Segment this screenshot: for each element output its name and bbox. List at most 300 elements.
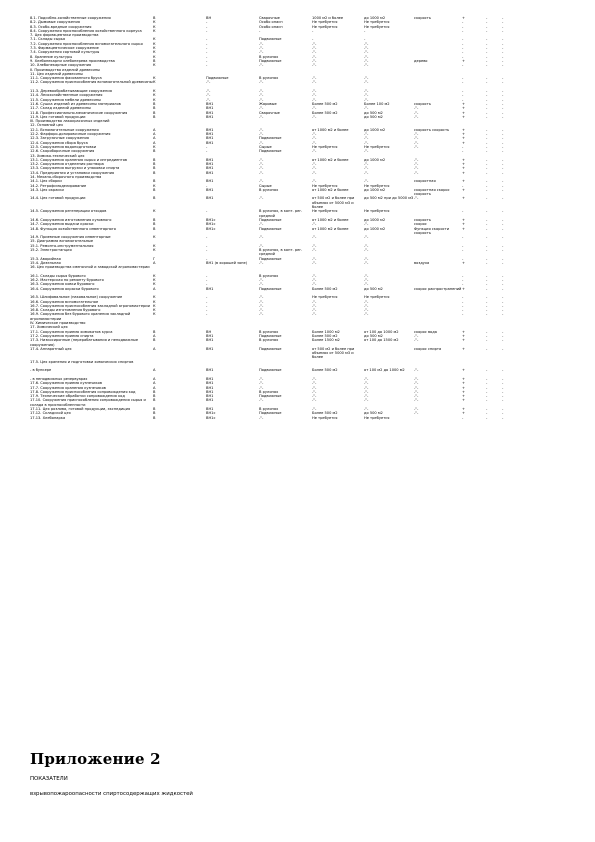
row-zone-class: -"- <box>259 196 264 201</box>
row-flag-b: - <box>486 260 488 265</box>
row-fire-class: ВН1 <box>206 166 214 171</box>
row-fire-class: ВН1 <box>206 140 214 145</box>
row-condition: -"- <box>414 407 419 412</box>
row-zone-class: В рулонах <box>259 407 279 412</box>
row-name: 16.9. Сооружения без бурового хранения закладной агрономастерии <box>30 312 131 321</box>
table-row <box>30 347 570 360</box>
row-area-limit: -"- <box>312 114 317 119</box>
row-category: В <box>153 222 156 227</box>
row-area-limit: -"- <box>312 50 317 55</box>
table-row <box>30 360 570 369</box>
row-fire-class: - <box>206 37 208 42</box>
row-flag-a: + <box>462 346 466 351</box>
row-zone-class: -"- <box>259 127 264 132</box>
row-zone-class: В рулонах <box>259 338 279 343</box>
row-zone-class: Подвижные <box>259 37 282 42</box>
row-name: 12.6. Скороборочные сооружения <box>30 149 95 154</box>
row-category: А <box>153 346 156 351</box>
row-name: III. Производство лакокрасочных изделий <box>30 119 110 124</box>
row-area-limit: -"- <box>312 76 317 81</box>
row-lower-limit: -"- <box>364 222 369 227</box>
table-row <box>30 265 570 274</box>
row-flag-a: + <box>462 368 466 373</box>
row-flag-c: - <box>502 89 504 94</box>
row-flag-a: + <box>462 166 466 171</box>
row-condition: -"- <box>414 157 419 162</box>
row-zone-class: - <box>259 28 261 33</box>
row-name: 17.9. Технические обработки сопровождения код <box>30 394 125 399</box>
row-name: 17. Химический цех <box>30 325 68 330</box>
hazard-classification-table <box>30 16 570 420</box>
row-flag-b: - <box>486 407 488 412</box>
row-zone-class: -"- <box>259 106 264 111</box>
row-flag-b: - <box>486 217 488 222</box>
row-category: К <box>153 97 156 102</box>
row-category: К <box>153 93 156 98</box>
row-area-limit: от 500 м2 и более при объемах от 5000 м3 и более <box>312 196 355 210</box>
row-area-limit: от 500 м2 и более при объемах от 5000 м3 и более <box>312 346 355 360</box>
row-flag-b: - <box>486 162 488 167</box>
row-category: А <box>153 376 156 381</box>
row-flag-b: - <box>486 110 488 115</box>
row-category: А <box>153 368 156 373</box>
row-flag-a: + <box>462 389 466 394</box>
row-flag-a: + <box>462 222 466 227</box>
row-condition: -"- <box>414 398 419 403</box>
row-flag-a: + <box>462 101 466 106</box>
row-flag-c: - <box>502 278 504 283</box>
row-flag-c: - <box>502 93 504 98</box>
row-category: В <box>153 217 156 222</box>
row-flag-c: - <box>502 312 504 317</box>
row-category: В <box>153 196 156 201</box>
row-fire-class: - <box>206 303 208 308</box>
row-category: В <box>153 338 156 343</box>
row-flag-c: - <box>502 54 504 59</box>
row-lower-limit: -"- <box>364 93 369 98</box>
row-name: 17.13. Хлебопарка <box>30 415 66 420</box>
row-name: 15.4. Дизельная <box>30 260 61 265</box>
row-flag-c: - <box>502 144 504 149</box>
row-flag-a: - <box>462 37 464 42</box>
row-condition: -"- <box>414 140 419 145</box>
row-flag-c: - <box>502 97 504 102</box>
row-name: 17.4. Аппаратный цех <box>30 346 72 351</box>
row-lower-limit: -"- <box>364 273 369 278</box>
row-flag-a: - <box>462 97 464 102</box>
row-name: 13. Химико-технический цех <box>30 153 85 158</box>
row-flag-a: - <box>462 54 464 59</box>
row-category: А <box>153 333 156 338</box>
row-flag-b: - <box>486 376 488 381</box>
row-condition: скорос распространений <box>414 286 462 291</box>
row-flag-a: - <box>462 20 464 25</box>
row-flag-b: - <box>486 411 488 416</box>
row-flag-a: + <box>462 114 466 119</box>
row-flag-c: - <box>502 28 504 33</box>
row-area-limit: Не требуется <box>312 415 338 420</box>
row-zone-class: -"- <box>259 308 264 313</box>
row-area-limit: -"- <box>312 80 317 85</box>
row-lower-limit: -"- <box>364 407 369 412</box>
row-zone-class: -"- <box>259 114 264 119</box>
row-condition: скорос <box>414 222 427 227</box>
row-condition: -"- <box>414 106 419 111</box>
row-flag-c: - <box>502 20 504 25</box>
row-flag-a: - <box>462 235 464 240</box>
row-area-limit: -"- <box>312 58 317 63</box>
row-condition: -"- <box>414 368 419 373</box>
row-area-limit: -"- <box>312 89 317 94</box>
row-area-limit: -"- <box>312 273 317 278</box>
row-flag-c: - <box>502 149 504 154</box>
row-fire-class: ВН1 <box>206 196 214 201</box>
row-zone-class: В рулонах <box>259 273 279 278</box>
row-lower-limit: до 1000 м2 <box>364 157 386 162</box>
row-zone-class: Сырые <box>259 144 272 149</box>
row-fire-class: ВН1 <box>206 286 214 291</box>
row-flag-a: + <box>462 162 466 167</box>
row-area-limit: -"- <box>312 385 317 390</box>
row-flag-a: + <box>462 58 466 63</box>
row-fire-class: - <box>206 41 208 46</box>
row-flag-c: - <box>502 346 504 351</box>
row-flag-a: + <box>462 187 466 192</box>
row-fire-class: ВН1 <box>206 398 214 403</box>
row-name: 8. Хранение культуры <box>30 54 73 59</box>
row-name: 7.3. Фармацевтическое сооружение <box>30 46 99 51</box>
row-zone-class: -"- <box>259 93 264 98</box>
row-zone-class: -"- <box>259 170 264 175</box>
row-flag-a: + <box>462 16 466 20</box>
row-flag-c: - <box>502 37 504 42</box>
row-fire-class: Подвижные <box>206 76 229 81</box>
row-flag-c: - <box>502 389 504 394</box>
row-flag-c: - <box>502 140 504 145</box>
row-area-limit: Не требуется <box>312 20 338 25</box>
row-category: В <box>153 106 156 111</box>
row-category: К <box>153 24 156 29</box>
caption-title: ПОКАЗАТЕЛИ <box>30 776 68 782</box>
row-flag-c: - <box>502 170 504 175</box>
row-name: 16.2. Мастерская по ремонту бурового <box>30 278 104 283</box>
row-zone-class: -"- <box>259 41 264 46</box>
row-flag-b: - <box>486 46 488 51</box>
row-flag-c: - <box>502 183 504 188</box>
row-flag-c: - <box>502 286 504 291</box>
row-area-limit: Не требуется <box>312 183 338 188</box>
row-category: К <box>153 144 156 149</box>
row-zone-class: -"- <box>259 260 264 265</box>
row-flag-b: - <box>486 149 488 154</box>
row-condition: -"- <box>414 110 419 115</box>
row-area-limit: -"- <box>312 308 317 313</box>
row-flag-b: - <box>486 196 488 201</box>
row-area-limit: Более 500 м2 <box>312 110 338 115</box>
row-fire-class: ВН1 <box>206 346 214 351</box>
row-fire-class: ВН1 <box>206 162 214 167</box>
row-flag-a: - <box>462 308 464 313</box>
row-flag-c: - <box>502 132 504 137</box>
row-zone-class: -"- <box>259 415 264 420</box>
row-flag-b: - <box>486 385 488 390</box>
row-area-limit: -"- <box>312 235 317 240</box>
table-row <box>30 312 570 321</box>
row-zone-class: В рулонах <box>259 187 279 192</box>
row-area-limit: -"- <box>312 389 317 394</box>
row-lower-limit: -"- <box>364 385 369 390</box>
table-row <box>30 248 570 257</box>
row-flag-c: - <box>502 24 504 29</box>
row-name: 16.8. Склады изготовления бурового <box>30 308 101 313</box>
row-area-limit: -"- <box>312 170 317 175</box>
row-flag-a: + <box>462 170 466 175</box>
row-flag-a: + <box>462 196 466 201</box>
row-fire-class: ВН1 <box>206 106 214 111</box>
row-flag-a: - <box>462 248 464 253</box>
row-name: 14.3. Цех окраски <box>30 187 64 192</box>
row-area-limit: -"- <box>312 248 317 253</box>
row-zone-class: -"- <box>259 179 264 184</box>
row-zone-class: -"- <box>259 46 264 51</box>
row-name: 17.7. Сооружения хранения кузнечиков <box>30 385 106 390</box>
row-category: К <box>153 20 156 25</box>
row-area-limit: -"- <box>312 312 317 317</box>
row-fire-class: ВН1 <box>206 389 214 394</box>
row-name: 17.1. Сооружения приема химикатов курса <box>30 329 113 334</box>
row-name: 16.5. Шлифовальное (наковальное) сооружение <box>30 295 123 300</box>
row-fire-class: ВН1 <box>206 110 214 115</box>
row-area-limit: -"- <box>312 398 317 403</box>
row-lower-limit: -"- <box>364 260 369 265</box>
row-category: К <box>153 54 156 59</box>
row-flag-b: - <box>486 114 488 119</box>
row-category: К <box>153 37 156 42</box>
row-flag-b: - <box>486 166 488 171</box>
row-flag-c: - <box>502 415 504 420</box>
appendix-heading: Приложение 2 <box>30 750 161 768</box>
row-lower-limit: -"- <box>364 89 369 94</box>
row-name: 11.1. Сооружения фасованного бруса <box>30 76 102 81</box>
row-category: В <box>153 398 156 403</box>
row-name: 14.4. Цех готовой продукции <box>30 196 86 201</box>
row-fire-class: ВН1с <box>206 217 216 222</box>
row-name: 11.3. Деревообрабатывающие сооружения <box>30 89 112 94</box>
row-condition: -"- <box>414 394 419 399</box>
row-zone-class: -"- <box>259 140 264 145</box>
row-category: А <box>153 140 156 145</box>
row-flag-a: + <box>462 179 466 184</box>
row-flag-b: - <box>486 299 488 304</box>
row-lower-limit: Не требуется <box>364 24 390 29</box>
row-category: А <box>153 286 156 291</box>
row-area-limit: Более 500 м2 <box>312 286 338 291</box>
row-category: К <box>153 295 156 300</box>
row-name: 15. Диаграмма вспомогательные <box>30 239 94 244</box>
row-condition: скоростная скорос скорость <box>414 187 450 197</box>
row-flag-a: - <box>462 144 464 149</box>
row-name: 14.1. Цех сборки <box>30 179 62 184</box>
row-fire-class: ВН1 <box>206 368 214 373</box>
row-name: IV. Химическое производство <box>30 321 86 326</box>
row-name: 17.3. Низкосиропные (перерабатывания и неподвижные сооружения) <box>30 338 139 347</box>
row-flag-b: - <box>486 140 488 145</box>
row-condition: скорость <box>414 101 432 106</box>
row-flag-b: - <box>486 97 488 102</box>
row-condition: -"- <box>414 136 419 141</box>
row-zone-class: Подвижные <box>259 394 282 399</box>
row-fire-class: ВН <box>206 16 212 20</box>
row-flag-a: - <box>462 149 464 154</box>
row-area-limit: -"- <box>312 63 317 68</box>
row-fire-class: -"- <box>206 80 211 85</box>
row-lower-limit: -"- <box>364 54 369 59</box>
row-flag-b: - <box>486 389 488 394</box>
row-flag-c: - <box>502 101 504 106</box>
row-flag-b: - <box>486 368 488 373</box>
row-zone-class: -"- <box>259 157 264 162</box>
row-flag-b: - <box>486 106 488 111</box>
row-fire-class: - <box>206 24 208 29</box>
row-area-limit: Более 500 м2 <box>312 368 338 373</box>
row-flag-c: - <box>502 157 504 162</box>
row-lower-limit: до 500 м2 <box>364 333 383 338</box>
row-name: 16.6. Сооружения вспомогательное <box>30 299 99 304</box>
row-fire-class: ВН1 <box>206 179 214 184</box>
table-row <box>30 416 570 420</box>
row-area-limit: -"- <box>312 303 317 308</box>
row-area-limit: -"- <box>312 260 317 265</box>
row-fire-class: - <box>206 282 208 287</box>
row-zone-class: -"- <box>259 282 264 287</box>
row-zone-class: -"- <box>259 50 264 55</box>
row-category: В <box>153 226 156 231</box>
row-flag-b: - <box>486 308 488 313</box>
row-name: 11.2. Сооружения приспособления вспомогательной древесины <box>30 80 153 85</box>
row-lower-limit: -"- <box>364 303 369 308</box>
row-flag-c: - <box>502 58 504 63</box>
row-area-limit: от 1000 м2 и более <box>312 187 349 192</box>
row-category: В <box>153 101 156 106</box>
row-flag-c: - <box>502 368 504 373</box>
row-flag-b: - <box>486 54 488 59</box>
row-area-limit: -"- <box>312 97 317 102</box>
row-category: В <box>153 329 156 334</box>
row-flag-a: + <box>462 329 466 334</box>
row-flag-b: - <box>486 303 488 308</box>
row-category: В <box>153 110 156 115</box>
row-category: В <box>153 389 156 394</box>
row-condition: скоростная <box>414 179 436 184</box>
row-name: 12.1. Вспомогательные сооружения <box>30 127 99 132</box>
row-fire-class: ВН1 <box>206 157 214 162</box>
row-name: 17.5. Цех хранения и подготовки химических спиртов <box>30 359 134 364</box>
row-flag-a: - <box>462 278 464 283</box>
row-name: 13.3. Сооружения выгрузки и упаковки спирта <box>30 166 120 171</box>
row-flag-a: + <box>462 157 466 162</box>
row-name: 17.6. Сооружения приема кузнечиков <box>30 381 102 386</box>
row-name: 17.11. Цех розлива, готовой продукции, экспедиция <box>30 407 131 412</box>
row-category: К <box>153 273 156 278</box>
row-lower-limit: от 100 до 1500 м2 <box>364 338 399 343</box>
row-name: 16.7. Сооружения приспособления закладной агрономастерии <box>30 303 150 308</box>
row-lower-limit: -"- <box>364 136 369 141</box>
row-flag-a: + <box>462 407 466 412</box>
row-flag-c: - <box>502 256 504 261</box>
row-category: К <box>153 50 156 55</box>
row-area-limit: Не требуется <box>312 24 338 29</box>
row-flag-b: - <box>486 282 488 287</box>
row-flag-a: - <box>462 282 464 287</box>
row-fire-class: ВН1 <box>206 187 214 192</box>
row-flag-c: - <box>502 80 504 85</box>
row-name: - в неподвижных резервуарах <box>30 376 88 381</box>
row-flag-a: - <box>462 50 464 55</box>
row-lower-limit: -"- <box>364 97 369 102</box>
row-flag-a: + <box>462 381 466 386</box>
row-name: 12.2. Фарфоро-дозировочные сооружения <box>30 132 111 137</box>
row-flag-c: - <box>502 299 504 304</box>
row-zone-class: -"- <box>259 398 264 403</box>
row-area-limit: -"- <box>312 381 317 386</box>
table-row <box>30 398 570 407</box>
row-lower-limit: -"- <box>364 149 369 154</box>
row-category: А <box>153 132 156 137</box>
row-condition: -"- <box>414 389 419 394</box>
row-fire-class: -"- <box>206 93 211 98</box>
row-flag-c: - <box>502 46 504 51</box>
row-fire-class: - <box>206 273 208 278</box>
row-flag-c: - <box>502 50 504 55</box>
row-lower-limit: Не требуется <box>364 20 390 25</box>
row-flag-c: - <box>502 162 504 167</box>
row-flag-c: - <box>502 243 504 248</box>
row-zone-class: -"- <box>259 381 264 386</box>
row-condition: скорость <box>414 217 432 222</box>
row-flag-b: - <box>486 20 488 25</box>
row-flag-b: - <box>486 89 488 94</box>
row-fire-class: ВН1 <box>206 114 214 119</box>
row-name: 8.2. Дымовые сооружения <box>30 20 80 25</box>
row-name: 17.2. Сооружения приема спирта <box>30 333 94 338</box>
row-flag-c: - <box>502 41 504 46</box>
row-category: К <box>153 183 156 188</box>
row-zone-class: В рулонах <box>259 329 279 334</box>
row-lower-limit: Не требуется <box>364 183 390 188</box>
row-fire-class: - <box>206 295 208 300</box>
row-zone-class: -"- <box>259 166 264 171</box>
row-flag-a: + <box>462 286 466 291</box>
row-lower-limit: до 500 м2 при до 5000 м3 <box>364 196 414 201</box>
row-flag-c: - <box>502 16 504 20</box>
row-name: 8.4. Сооружения приспособления хозяйственного корпуса <box>30 28 142 33</box>
row-fire-class: ВН1 <box>206 385 214 390</box>
row-flag-c: - <box>502 308 504 313</box>
row-area-limit: -"- <box>312 149 317 154</box>
row-area-limit: -"- <box>312 299 317 304</box>
row-flag-c: - <box>502 114 504 119</box>
row-flag-b: - <box>486 76 488 81</box>
row-flag-c: - <box>502 398 504 403</box>
row-fire-class: - <box>206 243 208 248</box>
row-flag-c: - <box>502 226 504 231</box>
row-name: 16.4. Сооружения окраски бурового <box>30 286 99 291</box>
row-condition: скорость <box>414 16 432 20</box>
row-fire-class: ВН1 <box>206 136 214 141</box>
table-row <box>30 196 570 209</box>
row-area-limit: Не требуется <box>312 144 338 149</box>
row-category: В <box>153 187 156 192</box>
